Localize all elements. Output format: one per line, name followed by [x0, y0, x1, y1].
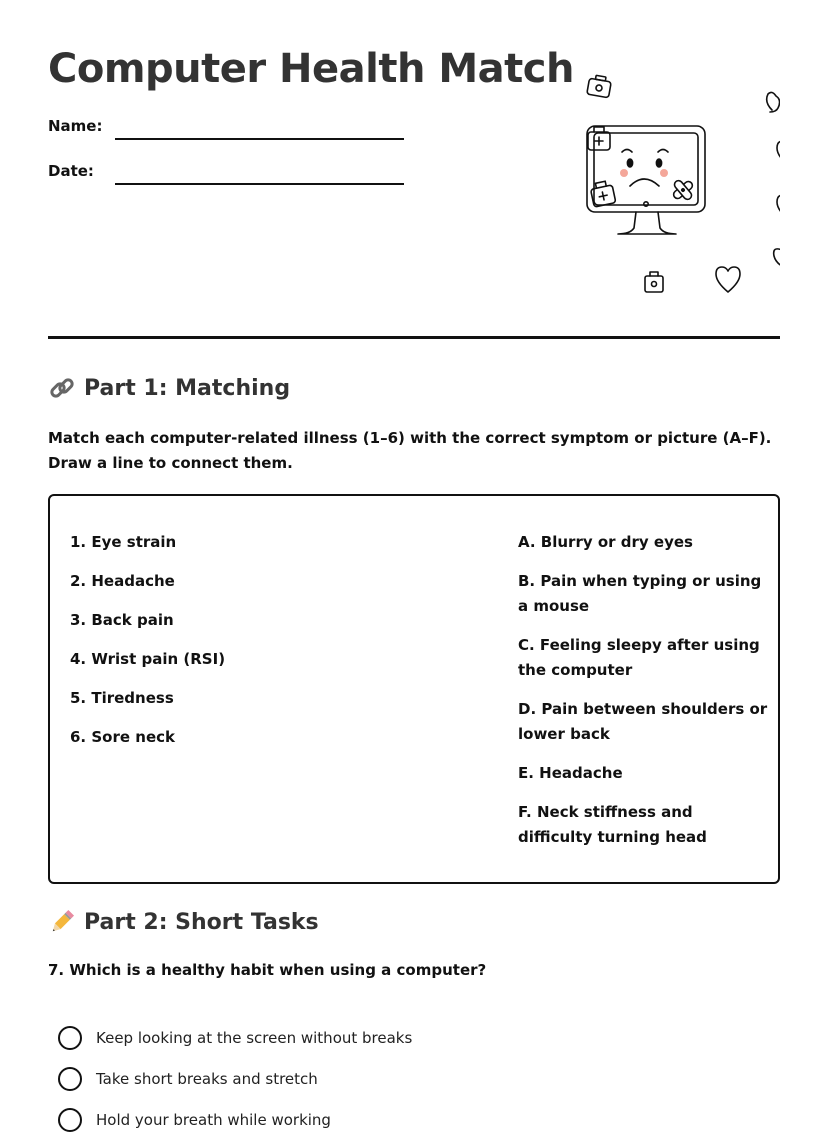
question-7-options: [58, 1024, 758, 1147]
page-title: Computer Health Match: [48, 46, 574, 92]
part1-title: Part 1: Matching: [84, 375, 291, 401]
matching-box: [48, 494, 780, 884]
option-label: Hold your breath while working: [96, 1111, 331, 1129]
option-row[interactable]: [58, 1065, 758, 1093]
illness-item[interactable]: 4. Wrist pain (RSI): [70, 650, 226, 668]
symptom-item[interactable]: C. Feeling sleepy after using the computer: [518, 636, 760, 679]
radio-button[interactable]: [58, 1026, 82, 1050]
illness-item[interactable]: 3. Back pain: [70, 611, 174, 629]
date-label: Date:: [48, 162, 94, 180]
part1-instructions: Match each computer-related illness (1–6) with the correct symptom or picture (A–F). Draw a line to connect them.: [48, 429, 772, 472]
symptom-list: [518, 530, 768, 864]
name-label: Name:: [48, 117, 103, 135]
radio-button[interactable]: [58, 1067, 82, 1091]
heart-icon: [767, 92, 780, 112]
radio-button[interactable]: [58, 1108, 82, 1132]
illness-item[interactable]: 1. Eye strain: [70, 533, 177, 551]
medical-kit-icon: [588, 127, 610, 150]
part2-title: Part 2: Short Tasks: [84, 909, 319, 935]
illness-item[interactable]: 5. Tiredness: [70, 689, 174, 707]
symptom-item[interactable]: F. Neck stiffness and difficulty turning head: [518, 803, 707, 846]
illness-item[interactable]: 6. Sore neck: [70, 728, 175, 746]
part1-heading: [48, 374, 290, 402]
sad-computer-icon: [587, 126, 705, 234]
pencil-icon: [48, 908, 76, 936]
part2-heading: [48, 908, 319, 936]
question-7: 7. Which is a healthy habit when using a computer?: [48, 961, 487, 979]
option-row[interactable]: [58, 1024, 758, 1052]
symptom-item[interactable]: A. Blurry or dry eyes: [518, 533, 693, 551]
heart-icon: [777, 195, 780, 220]
symptom-item[interactable]: E. Headache: [518, 764, 623, 782]
illness-item[interactable]: 2. Headache: [70, 572, 175, 590]
option-label: Keep looking at the screen without breaks: [96, 1029, 413, 1047]
name-field[interactable]: [115, 138, 404, 140]
bandage-icon: [668, 175, 699, 206]
illness-list: [70, 530, 470, 764]
heart-icon: [716, 267, 740, 292]
link-icon: [48, 374, 76, 402]
header-divider: [48, 336, 780, 339]
heart-icon: [774, 249, 780, 268]
sad-computer-illustration: [530, 70, 780, 302]
date-field[interactable]: [115, 183, 404, 185]
medical-kit-icon: [645, 272, 663, 292]
option-row[interactable]: [58, 1106, 758, 1134]
medical-kit-icon: [587, 74, 612, 98]
heart-icon: [777, 141, 780, 166]
symptom-item[interactable]: B. Pain when typing or using a mouse: [518, 572, 762, 615]
symptom-item[interactable]: D. Pain between shoulders or lower back: [518, 700, 768, 743]
option-label: Take short breaks and stretch: [96, 1070, 318, 1088]
